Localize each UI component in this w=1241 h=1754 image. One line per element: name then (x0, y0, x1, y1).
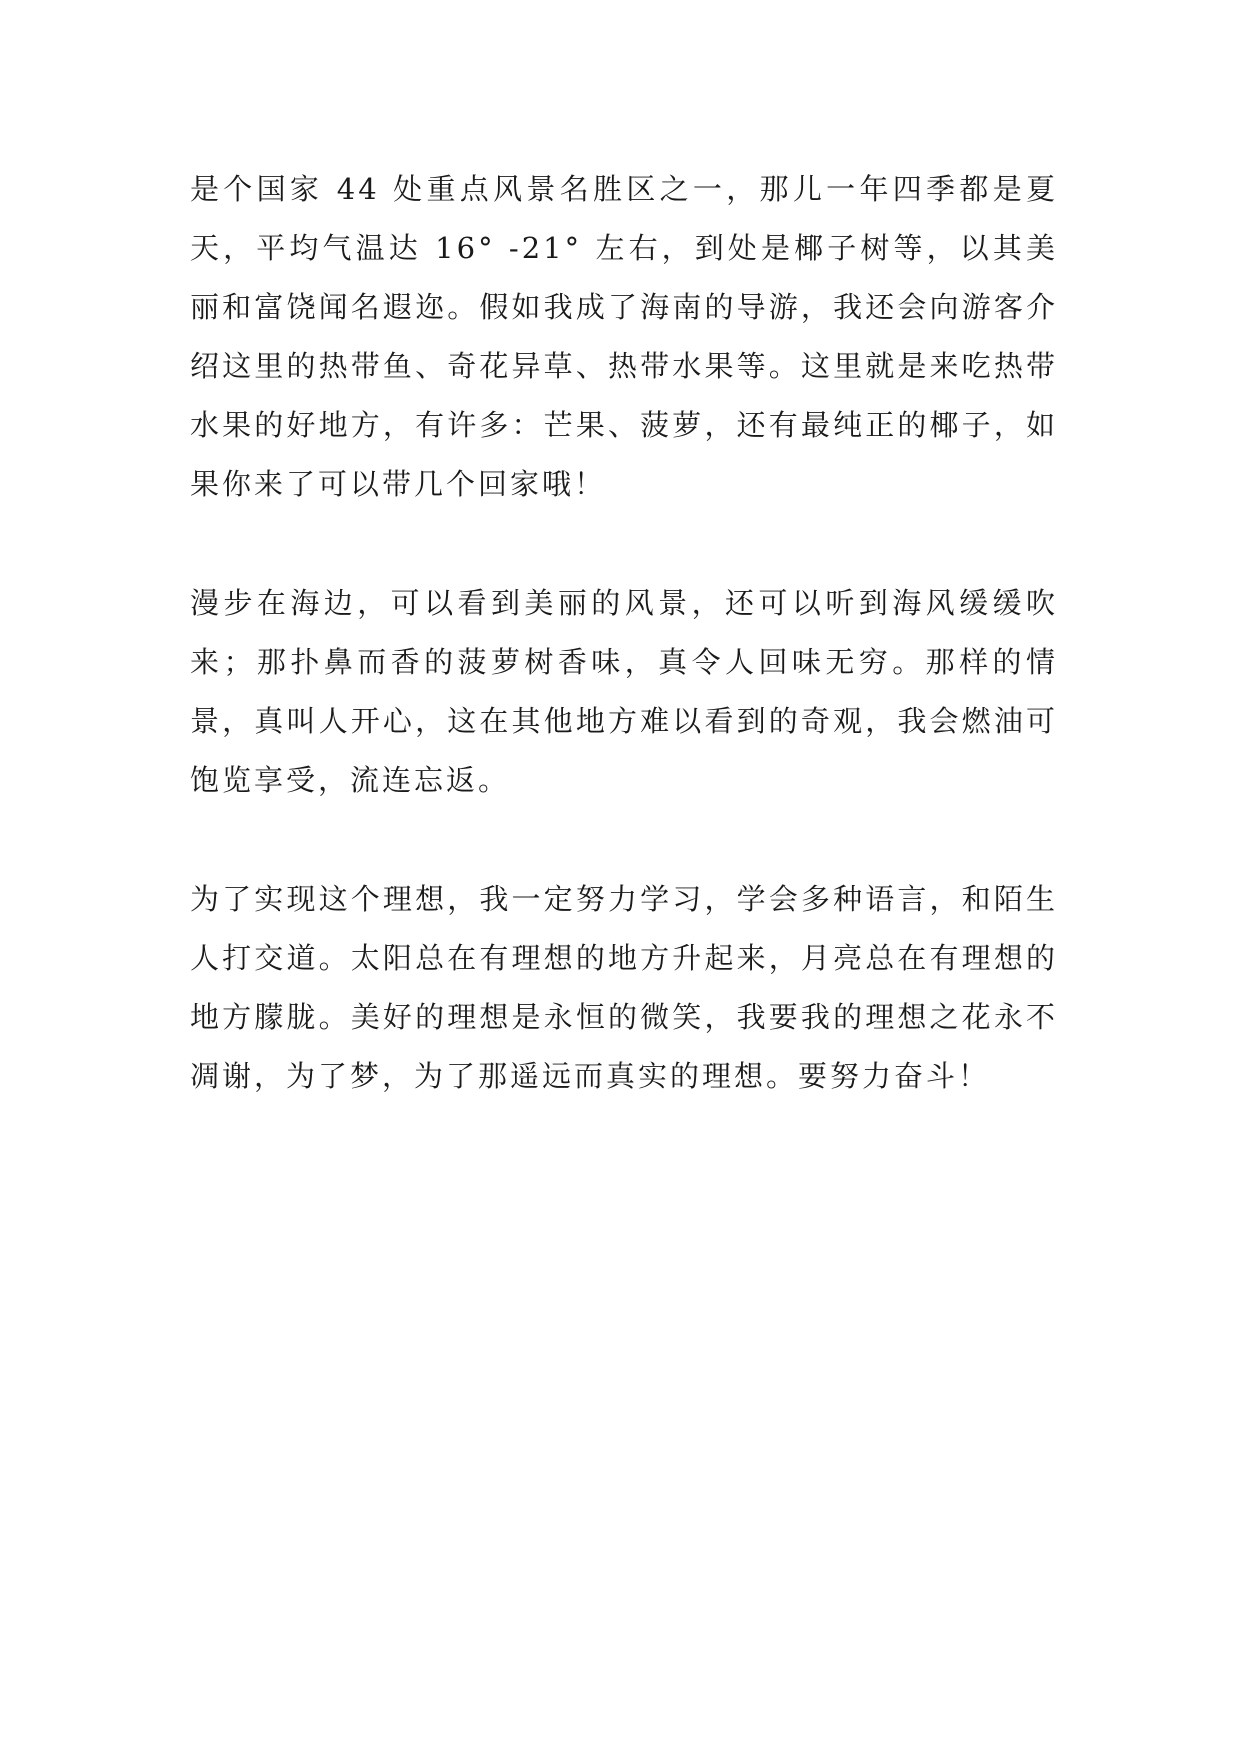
document-body (190, 160, 1058, 1106)
paragraph-hainan-tourism: 是个国家 44 处重点风景名胜区之一，那儿一年四季都是夏天，平均气温达 16° -21° 左右，到处是椰子树等，以其美丽和富饶闻名遐迩。假如我成了海南的导游，我还会向游客介绍这里的热带鱼、奇花异草、热带水果等。这里就是来吃热带水果的好地方，有许多：芒果、菠萝，还有最纯正的椰子，如果你来了可以带几个回家哦！ (190, 172, 1058, 501)
paragraph-ideal-pursuit: 为了实现这个理想，我一定努力学习，学会多种语言，和陌生人打交道。太阳总在有理想的地方升起来，月亮总在有理想的地方朦胧。美好的理想是永恒的微笑，我要我的理想之花永不凋谢，为了梦，为了那遥远而真实的理想。要努力奋斗！ (190, 882, 1058, 1093)
paragraph-seaside-walk: 漫步在海边，可以看到美丽的风景，还可以听到海风缓缓吹来；那扑鼻而香的菠萝树香味，真令人回味无穷。那样的情景，真叫人开心，这在其他地方难以看到的奇观，我会燃油可饱览享受，流连忘返。 (190, 586, 1058, 797)
